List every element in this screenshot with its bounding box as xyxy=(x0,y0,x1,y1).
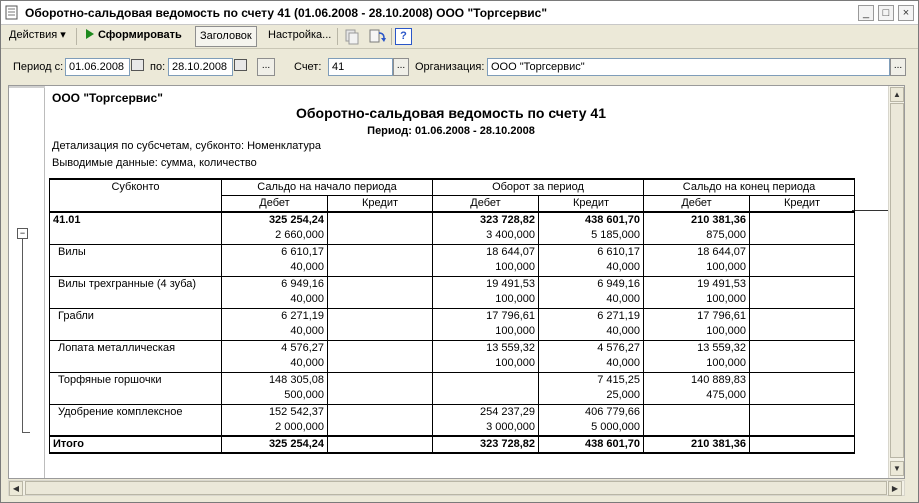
amount-cell: 18 644,07 xyxy=(433,244,539,260)
amount-cell xyxy=(750,404,855,420)
item-name-cell: Вилы xyxy=(50,244,222,260)
total-amount-cell: 210 381,36 xyxy=(644,436,750,453)
total-amount-cell: 438 601,70 xyxy=(539,436,644,453)
amount-cell: 152 542,37 xyxy=(222,404,328,420)
generate-button[interactable] xyxy=(81,26,186,47)
quantity-cell xyxy=(644,420,750,436)
amount-cell: 323 728,82 xyxy=(433,212,539,228)
quantity-cell xyxy=(328,324,433,340)
table-row[interactable] xyxy=(50,308,855,324)
quantity-cell: 100,000 xyxy=(644,324,750,340)
period-select-button[interactable]: ... xyxy=(257,58,275,76)
col-turnover-credit: Кредит xyxy=(539,196,644,213)
quantity-cell: 40,000 xyxy=(222,260,328,276)
quantity-cell: 40,000 xyxy=(539,356,644,372)
quantity-cell xyxy=(750,292,855,308)
amount-cell: 18 644,07 xyxy=(644,244,750,260)
item-name-cell: Вилы трехгранные (4 зуба) xyxy=(50,276,222,292)
title-bar[interactable] xyxy=(1,1,918,25)
amount-cell: 6 610,17 xyxy=(222,244,328,260)
report-title: Оборотно-сальдовая ведомость по счету 41 xyxy=(296,105,606,121)
table-row[interactable] xyxy=(50,212,855,228)
account-input[interactable]: 41 xyxy=(328,58,393,76)
report-detail-line: Детализация по субсчетам, субконто: Номенклатура xyxy=(52,140,321,152)
item-name-cell-empty xyxy=(50,420,222,436)
col-closing-balance: Сальдо на конец периода xyxy=(644,179,855,196)
horizontal-scrollbar[interactable] xyxy=(8,480,905,496)
report-area[interactable] xyxy=(8,85,905,479)
amount-cell: 6 271,19 xyxy=(222,308,328,324)
collapse-group-icon[interactable]: − xyxy=(17,228,28,239)
group-bracket-end xyxy=(22,432,30,433)
amount-cell xyxy=(750,212,855,228)
amount-cell: 6 949,16 xyxy=(222,276,328,292)
organization-label: Организация: xyxy=(415,61,485,73)
table-row-quantity[interactable] xyxy=(50,260,855,276)
item-name-cell: Лопата металлическая xyxy=(50,340,222,356)
quantity-cell: 3 400,000 xyxy=(433,228,539,244)
quantity-cell xyxy=(328,292,433,308)
amount-cell: 140 889,83 xyxy=(644,372,750,388)
quantity-cell: 40,000 xyxy=(539,260,644,276)
amount-cell: 4 576,27 xyxy=(539,340,644,356)
window-title: Оборотно-сальдовая ведомость по счету 41 (01.06.2008 - 28.10.2008) ООО "Торгсервис" xyxy=(25,6,548,20)
quantity-cell: 40,000 xyxy=(222,324,328,340)
col-opening-balance: Сальдо на начало периода xyxy=(222,179,433,196)
period-from-input[interactable]: 01.06.2008 xyxy=(65,58,130,76)
quantity-cell: 40,000 xyxy=(539,292,644,308)
copy-report-icon[interactable] xyxy=(342,27,362,46)
grouping-gutter xyxy=(9,86,45,478)
quantity-cell: 5 185,000 xyxy=(539,228,644,244)
quantity-cell: 100,000 xyxy=(433,292,539,308)
item-name-cell-empty xyxy=(50,228,222,244)
amount-cell xyxy=(328,404,433,420)
parameters-panel xyxy=(1,50,918,84)
amount-cell xyxy=(750,244,855,260)
quantity-cell: 40,000 xyxy=(539,324,644,340)
table-row[interactable] xyxy=(50,404,855,420)
table-row-quantity[interactable] xyxy=(50,292,855,308)
quantity-cell xyxy=(750,260,855,276)
quantity-cell xyxy=(328,388,433,404)
quantity-cell xyxy=(750,356,855,372)
item-name-cell-empty xyxy=(50,388,222,404)
quantity-cell xyxy=(328,228,433,244)
organization-input[interactable]: ООО "Торгсервис" xyxy=(487,58,890,76)
minimize-button[interactable]: _ xyxy=(858,5,874,21)
help-button[interactable]: ? xyxy=(395,28,412,45)
col-opening-debit: Дебет xyxy=(222,196,328,213)
quantity-cell: 100,000 xyxy=(433,356,539,372)
amount-cell xyxy=(644,404,750,420)
amount-cell: 6 949,16 xyxy=(539,276,644,292)
amount-cell xyxy=(328,372,433,388)
quantity-cell: 475,000 xyxy=(644,388,750,404)
amount-cell xyxy=(328,212,433,228)
amount-cell xyxy=(328,244,433,260)
organization-select-button[interactable]: ... xyxy=(890,58,906,76)
actions-menu-label: Действия xyxy=(9,29,58,41)
quantity-cell: 2 660,000 xyxy=(222,228,328,244)
amount-cell: 6 271,19 xyxy=(539,308,644,324)
scroll-left-icon[interactable]: ◀ xyxy=(9,481,23,496)
quantity-cell: 100,000 xyxy=(644,292,750,308)
table-row-quantity[interactable] xyxy=(50,420,855,436)
quantity-cell xyxy=(750,420,855,436)
table-row[interactable] xyxy=(50,340,855,356)
item-name-cell: Торфяные горшочки xyxy=(50,372,222,388)
table-row-quantity[interactable] xyxy=(50,324,855,340)
close-button[interactable]: × xyxy=(898,5,914,21)
actions-menu[interactable] xyxy=(5,26,70,47)
quantity-cell xyxy=(750,388,855,404)
report-output-line: Выводимые данные: сумма, количество xyxy=(52,157,257,169)
toolbar-separator xyxy=(337,28,338,45)
total-amount-cell xyxy=(328,436,433,453)
amount-cell: 4 576,27 xyxy=(222,340,328,356)
quantity-cell: 2 000,000 xyxy=(222,420,328,436)
quantity-cell xyxy=(433,388,539,404)
amount-cell: 7 415,25 xyxy=(539,372,644,388)
amount-cell: 17 796,61 xyxy=(433,308,539,324)
period-from-label: Период с: xyxy=(13,61,64,73)
vertical-scroll-thumb[interactable] xyxy=(890,103,904,458)
amount-cell: 325 254,24 xyxy=(222,212,328,228)
report-organization: ООО "Торгсервис" xyxy=(52,91,163,105)
item-name-cell: Удобрение комплексное xyxy=(50,404,222,420)
quantity-cell: 5 000,000 xyxy=(539,420,644,436)
quantity-cell: 500,000 xyxy=(222,388,328,404)
scroll-right-icon[interactable]: ▶ xyxy=(888,481,902,496)
amount-cell: 13 559,32 xyxy=(433,340,539,356)
item-name-cell-empty xyxy=(50,324,222,340)
table-row-quantity[interactable] xyxy=(50,388,855,404)
amount-cell xyxy=(750,308,855,324)
amount-cell: 13 559,32 xyxy=(644,340,750,356)
toolbar-separator xyxy=(76,28,77,45)
item-name-cell: 41.01 xyxy=(50,212,222,228)
quantity-cell: 40,000 xyxy=(222,356,328,372)
account-select-button[interactable]: ... xyxy=(393,58,409,76)
table-row[interactable] xyxy=(50,244,855,260)
scroll-up-icon[interactable]: ▲ xyxy=(890,87,904,102)
col-subkonto: Субконто xyxy=(50,179,222,212)
quantity-cell: 100,000 xyxy=(433,324,539,340)
amount-cell xyxy=(328,308,433,324)
amount-cell: 6 610,17 xyxy=(539,244,644,260)
quantity-cell xyxy=(328,420,433,436)
period-to-label: по: xyxy=(150,61,166,73)
header-toggle-button[interactable]: Заголовок xyxy=(195,26,257,47)
total-row[interactable] xyxy=(50,436,855,453)
quantity-cell xyxy=(328,356,433,372)
col-turnover: Оборот за период xyxy=(433,179,644,196)
amount-cell xyxy=(750,372,855,388)
refresh-icon[interactable] xyxy=(367,27,387,46)
table-row-quantity[interactable] xyxy=(50,356,855,372)
total-label: Итого xyxy=(50,436,222,453)
amount-cell: 148 305,08 xyxy=(222,372,328,388)
col-closing-debit: Дебет xyxy=(644,196,750,213)
amount-cell: 438 601,70 xyxy=(539,212,644,228)
total-amount-cell: 325 254,24 xyxy=(222,436,328,453)
amount-cell xyxy=(750,276,855,292)
total-amount-cell: 323 728,82 xyxy=(433,436,539,453)
table-row-quantity[interactable] xyxy=(50,228,855,244)
amount-cell: 19 491,53 xyxy=(644,276,750,292)
quantity-cell: 100,000 xyxy=(644,356,750,372)
vertical-scrollbar[interactable] xyxy=(888,86,904,478)
balance-table-body xyxy=(50,212,855,453)
total-amount-cell xyxy=(750,436,855,453)
item-name-cell: Грабли xyxy=(50,308,222,324)
col-opening-credit: Кредит xyxy=(328,196,433,213)
chevron-down-icon: ▾ xyxy=(60,29,66,41)
col-closing-credit: Кредит xyxy=(750,196,855,213)
quantity-cell: 3 000,000 xyxy=(433,420,539,436)
item-name-cell-empty xyxy=(50,260,222,276)
amount-cell xyxy=(328,340,433,356)
quantity-cell: 875,000 xyxy=(644,228,750,244)
group-bracket-line xyxy=(22,239,23,432)
amount-cell: 19 491,53 xyxy=(433,276,539,292)
amount-cell: 254 237,29 xyxy=(433,404,539,420)
quantity-cell: 40,000 xyxy=(222,292,328,308)
amount-cell: 210 381,36 xyxy=(644,212,750,228)
quantity-cell: 25,000 xyxy=(539,388,644,404)
amount-cell: 17 796,61 xyxy=(644,308,750,324)
col-turnover-debit: Дебет xyxy=(433,196,539,213)
calendar-icon[interactable] xyxy=(131,59,144,71)
period-to-input[interactable]: 28.10.2008 xyxy=(168,58,233,76)
amount-cell xyxy=(328,276,433,292)
maximize-button[interactable]: □ xyxy=(878,5,894,21)
gutter-border xyxy=(9,86,45,88)
balance-table xyxy=(49,178,855,454)
quantity-cell xyxy=(328,260,433,276)
quantity-cell xyxy=(750,324,855,340)
settings-button[interactable]: Настройка... xyxy=(268,29,332,41)
amount-cell xyxy=(433,372,539,388)
calendar-icon[interactable] xyxy=(234,59,247,71)
horizontal-scroll-thumb[interactable] xyxy=(25,481,887,495)
amount-cell xyxy=(750,340,855,356)
quantity-cell: 100,000 xyxy=(433,260,539,276)
generate-button-label: Сформировать xyxy=(98,29,182,41)
account-label: Счет: xyxy=(294,61,322,73)
report-period: Период: 01.06.2008 - 28.10.2008 xyxy=(367,125,535,137)
item-name-cell-empty xyxy=(50,292,222,308)
amount-cell: 406 779,66 xyxy=(539,404,644,420)
quantity-cell: 100,000 xyxy=(644,260,750,276)
scroll-down-icon[interactable]: ▼ xyxy=(890,461,904,476)
item-name-cell-empty xyxy=(50,356,222,372)
table-header-rule xyxy=(852,210,892,211)
report-document-icon xyxy=(5,5,19,20)
table-row[interactable] xyxy=(50,276,855,292)
toolbar xyxy=(1,25,918,49)
toolbar-separator xyxy=(391,28,392,45)
quantity-cell xyxy=(750,228,855,244)
table-row[interactable] xyxy=(50,372,855,388)
play-icon xyxy=(85,29,94,39)
